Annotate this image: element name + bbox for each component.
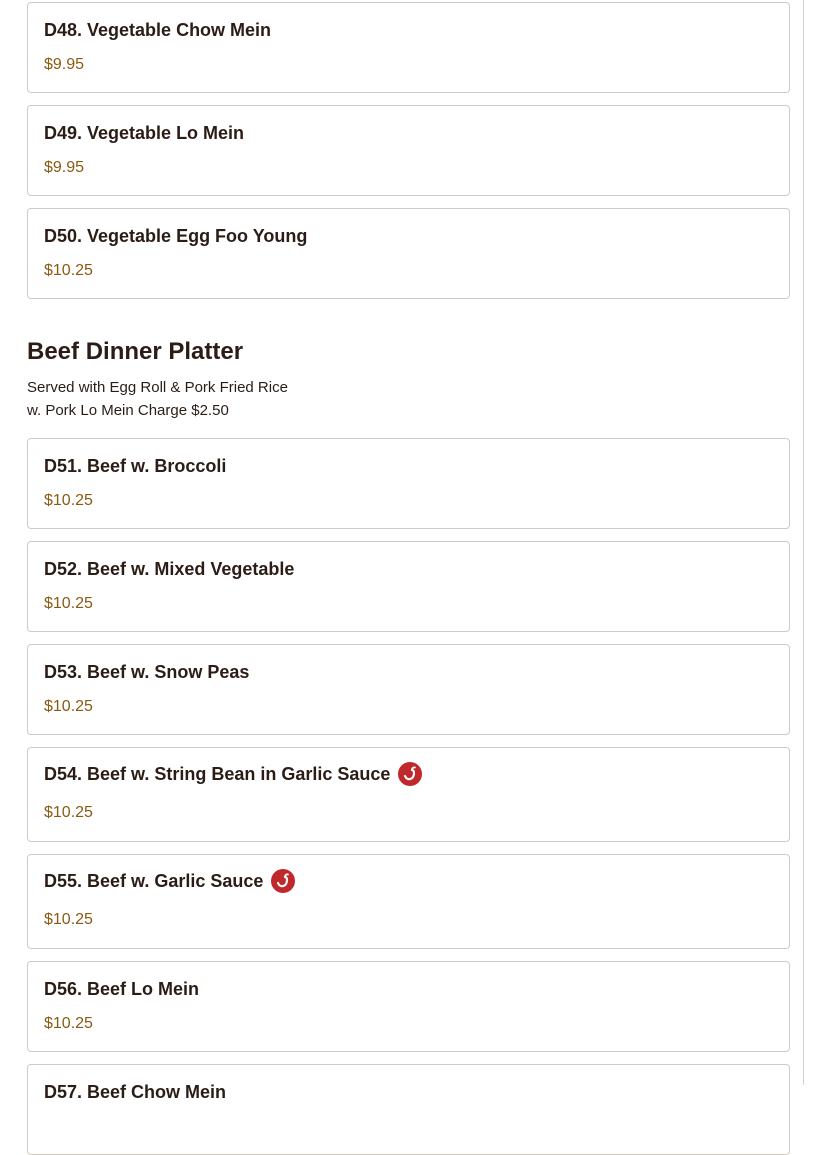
section-title: Beef Dinner Platter: [27, 338, 244, 365]
menu-item-card[interactable]: [27, 747, 790, 842]
section-description-line: w. Pork Lo Mein Charge $2.50: [27, 402, 229, 419]
menu-item-price: $10.25: [44, 595, 93, 612]
menu-item-name-row: [44, 762, 422, 786]
menu-item-name: D51. Beef w. Broccoli: [44, 456, 227, 476]
menu-item-price: $10.25: [44, 492, 93, 509]
menu-item-price: $10.25: [44, 698, 93, 715]
menu-item-price: $10.25: [44, 911, 93, 928]
menu-item-card[interactable]: [27, 644, 790, 735]
spicy-icon: [271, 869, 295, 893]
menu-item-price: $9.95: [44, 159, 85, 176]
menu-item-name: D54. Beef w. String Bean in Garlic Sauce: [44, 763, 391, 784]
section-description-line: Served with Egg Roll & Pork Fried Rice: [27, 379, 288, 396]
menu-item-name: D57. Beef Chow Mein: [44, 1082, 227, 1102]
menu-item-price: $10.25: [44, 262, 93, 279]
menu-item-price: $9.95: [44, 56, 85, 73]
menu-item-card[interactable]: [27, 1064, 790, 1155]
menu-item-name-row: [44, 869, 295, 893]
menu-item-price: $10.25: [44, 804, 93, 821]
menu-item-name: D50. Vegetable Egg Foo Young: [44, 226, 308, 246]
menu-item-card[interactable]: [27, 438, 790, 529]
menu-item-name: D56. Beef Lo Mein: [44, 979, 200, 999]
menu-item-name: D55. Beef w. Garlic Sauce: [44, 870, 264, 891]
menu-item-name: D48. Vegetable Chow Mein: [44, 20, 272, 40]
menu-item-card[interactable]: [27, 2, 790, 93]
menu-item-name: D53. Beef w. Snow Peas: [44, 662, 250, 682]
menu-item-card[interactable]: [27, 541, 790, 632]
menu-item-price: $10.25: [44, 1015, 93, 1032]
menu-item-card[interactable]: [27, 105, 790, 196]
menu-item-card[interactable]: [27, 208, 790, 299]
menu-item-card[interactable]: [27, 961, 790, 1052]
menu-item-card[interactable]: [27, 854, 790, 949]
spicy-icon: [398, 762, 422, 786]
menu-item-name: D52. Beef w. Mixed Vegetable: [44, 559, 295, 579]
section-description: [27, 376, 288, 422]
menu-item-name: D49. Vegetable Lo Mein: [44, 123, 245, 143]
